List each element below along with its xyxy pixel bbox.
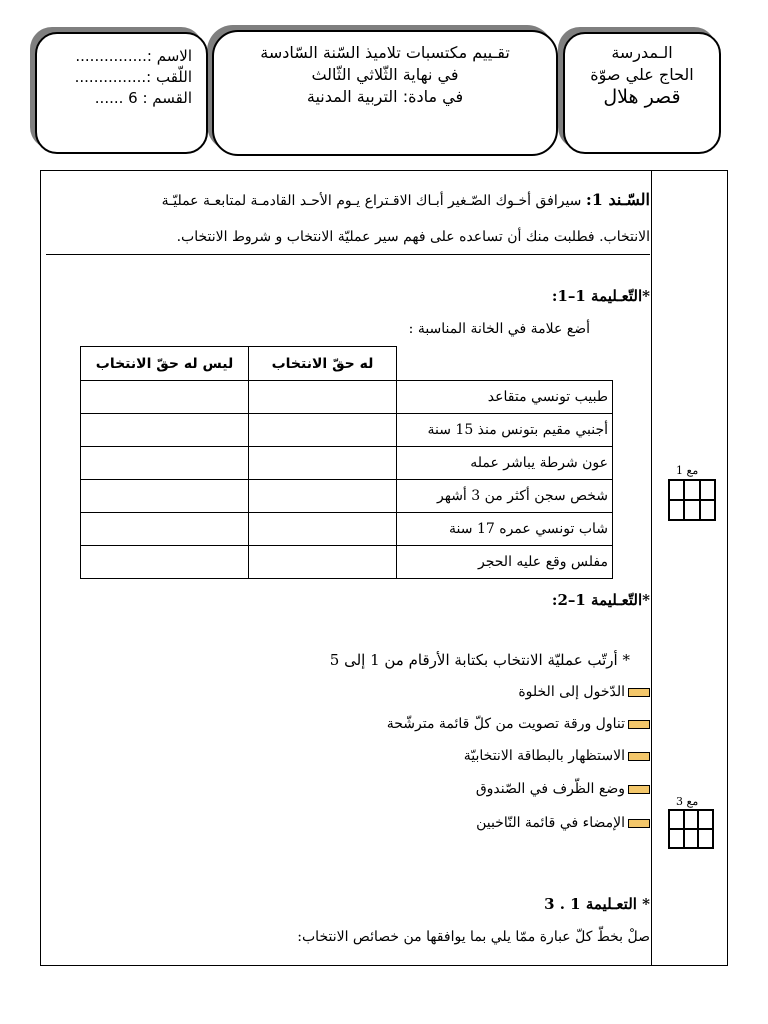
score-label-1: مع 1 xyxy=(676,464,699,477)
answer-cell-can-vote[interactable] xyxy=(249,447,397,480)
table-row xyxy=(81,546,613,579)
answer-cell-cannot-vote[interactable] xyxy=(81,546,249,579)
table-row xyxy=(81,414,613,447)
table-row xyxy=(81,447,613,480)
order-box-icon[interactable] xyxy=(628,819,650,828)
answer-cell-cannot-vote[interactable] xyxy=(81,480,249,513)
answer-cell-cannot-vote[interactable] xyxy=(81,414,249,447)
row-label: مفلس وقع عليه الحجر xyxy=(397,546,613,579)
q3-instruction: صلْ بخطّ كلّ عبارة ممّا يلي بما يوافقها من خصائص الانتخاب: xyxy=(297,929,650,945)
answer-cell-cannot-vote[interactable] xyxy=(81,447,249,480)
student-name-field[interactable]: الاسم :............... xyxy=(75,47,192,65)
school-box xyxy=(563,32,721,154)
order-item: تناول ورقة تصويت من كلّ قائمة مترشّحة xyxy=(387,716,650,732)
col-header-can-vote: له حقّ الانتخاب xyxy=(249,347,397,381)
answer-cell-can-vote[interactable] xyxy=(249,513,397,546)
q2-instruction: * أرتّب عمليّة الانتخاب بكتابة الأرقام من 1 إلى 5 xyxy=(329,651,630,669)
order-box-icon[interactable] xyxy=(628,720,650,729)
row-label: شخص سجن أكثر من 3 أشهر xyxy=(397,480,613,513)
document-separator xyxy=(46,254,650,255)
student-info-box xyxy=(35,32,208,154)
document-line-1 xyxy=(162,190,650,209)
document-label: السّـند 1: xyxy=(585,190,650,209)
q2-title: *التّعـليمة 1–2: xyxy=(551,591,650,609)
score-grid-3 xyxy=(668,809,714,849)
order-box-icon[interactable] xyxy=(628,785,650,794)
order-item: الدّخول إلى الخلوة xyxy=(518,684,650,700)
row-label: أجنبي مقيم بتونس منذ 15 سنة xyxy=(397,414,613,447)
score-column-divider xyxy=(651,170,652,966)
row-label: عون شرطة يباشر عمله xyxy=(397,447,613,480)
table-header-row xyxy=(81,347,613,381)
q1-title: *التّعـليمة 1–1: xyxy=(551,287,650,305)
row-label: شاب تونسي عمره 17 سنة xyxy=(397,513,613,546)
answer-cell-can-vote[interactable] xyxy=(249,546,397,579)
q1-instruction: أضع علامة في الخانة المناسبة : xyxy=(408,321,590,337)
answer-cell-can-vote[interactable] xyxy=(249,381,397,414)
score-grid-1 xyxy=(668,479,716,521)
score-label-3: مع 3 xyxy=(676,795,699,808)
answer-cell-cannot-vote[interactable] xyxy=(81,513,249,546)
order-box-icon[interactable] xyxy=(628,752,650,761)
answer-cell-can-vote[interactable] xyxy=(249,414,397,447)
document-line-2: الانتخاب. فطلبت منك أن تساعده على فهم سير عمليّة الانتخاب و شروط الانتخاب. xyxy=(176,229,650,245)
eligibility-table xyxy=(80,346,613,579)
table-row xyxy=(81,480,613,513)
student-surname-field[interactable]: اللّقب :............... xyxy=(74,68,192,86)
document-text-1: سيرافق أخـوك الصّـغير أبـاك الاقـتراع يـوم الأحـد القادمـة لمتابعـة عمليّـة xyxy=(161,193,582,209)
school-line-3: قصر هلال xyxy=(603,86,681,108)
order-item: الإمضاء في قائمة النّاخبين xyxy=(476,815,650,831)
title-box xyxy=(212,30,558,156)
school-line-1: الـمدرسة xyxy=(611,43,673,62)
order-item: وضع الظّرف في الصّندوق xyxy=(476,781,650,797)
title-line-2: في نهاية الثّلاثي الثّالث xyxy=(311,65,459,84)
order-item: الاستظهار بالبطاقة الانتخابيّة xyxy=(464,748,650,764)
row-label: طبيب تونسي متقاعد xyxy=(397,381,613,414)
answer-cell-cannot-vote[interactable] xyxy=(81,381,249,414)
table-row xyxy=(81,513,613,546)
q3-title: * التعـليمة 1 . 3 xyxy=(544,895,650,913)
order-box-icon[interactable] xyxy=(628,688,650,697)
table-row xyxy=(81,381,613,414)
answer-cell-can-vote[interactable] xyxy=(249,480,397,513)
title-line-1: تقـييم مكتسبات تلاميذ السّنة السّادسة xyxy=(260,43,510,62)
col-header-cannot-vote: ليس له حقّ الانتخاب xyxy=(81,347,249,381)
title-line-3: في مادة: التربية المدنية xyxy=(306,87,464,106)
student-class-field[interactable]: القسم : 6 ...... xyxy=(94,89,192,107)
school-line-2: الحاج علي صوّة xyxy=(590,65,694,84)
